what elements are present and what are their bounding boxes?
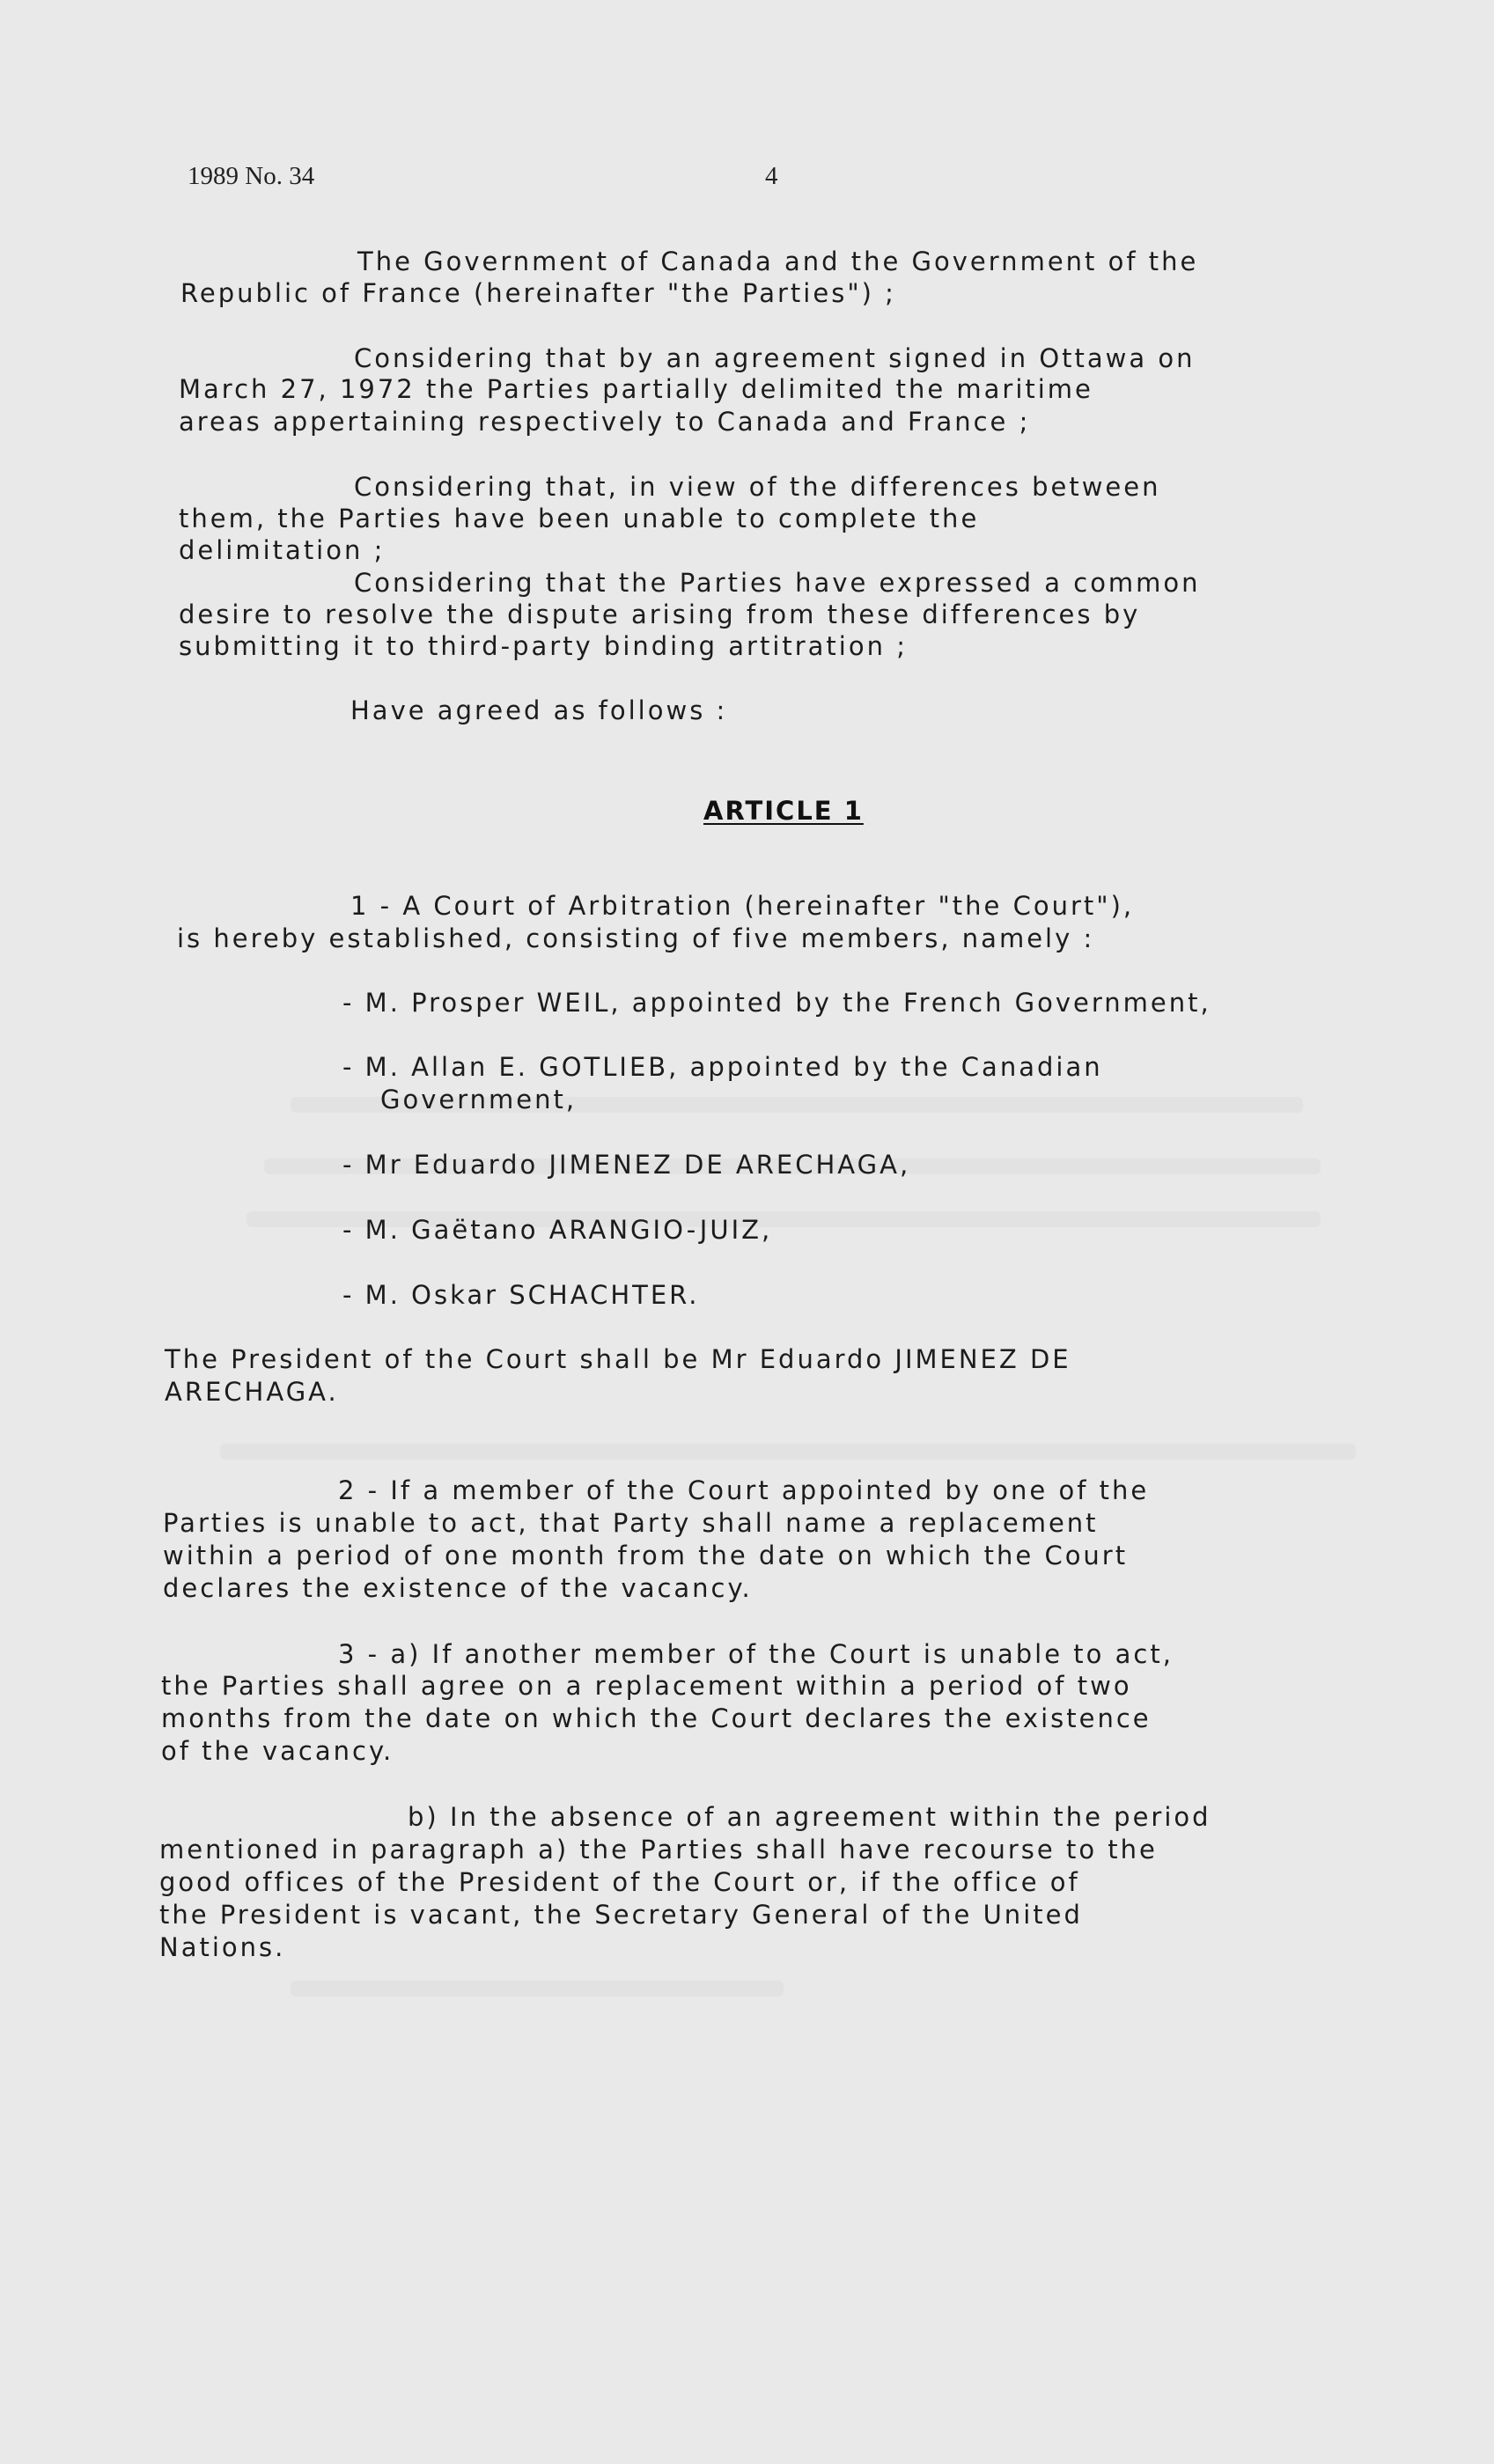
considering-line: delimitation ; xyxy=(179,535,386,565)
article-line: the President is vacant, the Secretary General of the United xyxy=(159,1900,1083,1930)
member-line: - M. Prosper WEIL, appointed by the French Government, xyxy=(342,988,1211,1018)
member-line: - M. Oskar SCHACHTER. xyxy=(342,1280,700,1310)
publication-number: 1989 No. 34 xyxy=(188,162,315,190)
considering-line: submitting it to third-party binding artitration ; xyxy=(179,631,908,661)
preamble-line: The Government of Canada and the Government of the xyxy=(357,246,1199,276)
president-line: ARECHAGA. xyxy=(165,1377,339,1407)
agreement-line: Have agreed as follows : xyxy=(350,695,728,725)
considering-line: Considering that by an agreement signed in Ottawa on xyxy=(354,343,1196,373)
article-line: within a period of one month from the date on which the Court xyxy=(163,1541,1129,1570)
considering-line: desire to resolve the dispute arising from these differences by xyxy=(179,599,1141,629)
article-line: mentioned in paragraph a) the Parties shall have recourse to the xyxy=(159,1835,1158,1865)
article-line: months from the date on which the Court declares the existence xyxy=(161,1703,1152,1733)
considering-line: areas appertaining respectively to Canada and France ; xyxy=(179,407,1031,437)
article-line: Parties is unable to act, that Party shall name a replacement xyxy=(163,1508,1099,1538)
article-line: the Parties shall agree on a replacement within a period of two xyxy=(161,1671,1132,1701)
show-through-shadow xyxy=(220,1444,1356,1460)
article-line: Nations. xyxy=(159,1932,286,1962)
member-line: - M. Gaëtano ARANGIO-JUIZ, xyxy=(342,1215,773,1245)
show-through-shadow xyxy=(291,1981,784,1997)
preamble-line: Republic of France (hereinafter "the Parties") ; xyxy=(180,278,896,308)
member-line: - M. Allan E. GOTLIEB, appointed by the Canadian xyxy=(342,1052,1103,1082)
member-line: - Mr Eduardo JIMENEZ DE ARECHAGA, xyxy=(342,1150,911,1180)
article-line: b) In the absence of an agreement within the period xyxy=(408,1802,1211,1832)
member-line: Government, xyxy=(380,1085,578,1114)
article-line: 2 - If a member of the Court appointed by one of the xyxy=(338,1475,1150,1505)
article-line: is hereby established, consisting of five members, namely : xyxy=(177,923,1095,953)
page-number: 4 xyxy=(765,162,778,190)
president-line: The President of the Court shall be Mr Eduardo JIMENEZ DE xyxy=(165,1344,1071,1374)
considering-line: Considering that, in view of the differences between xyxy=(354,472,1161,502)
article-line: declares the existence of the vacancy. xyxy=(163,1573,753,1603)
article-line: 3 - a) If another member of the Court is unable to act, xyxy=(338,1639,1174,1669)
article-line: 1 - A Court of Arbitration (hereinafter "the Court"), xyxy=(350,891,1135,921)
article-line: good offices of the President of the Court or, if the office of xyxy=(159,1867,1080,1897)
article-line: of the vacancy. xyxy=(161,1736,394,1766)
considering-line: them, the Parties have been unable to complete the xyxy=(179,504,980,533)
considering-line: March 27, 1972 the Parties partially delimited the maritime xyxy=(179,374,1093,404)
considering-line: Considering that the Parties have expressed a common xyxy=(354,568,1201,598)
article-heading: ARTICLE 1 xyxy=(703,796,864,826)
